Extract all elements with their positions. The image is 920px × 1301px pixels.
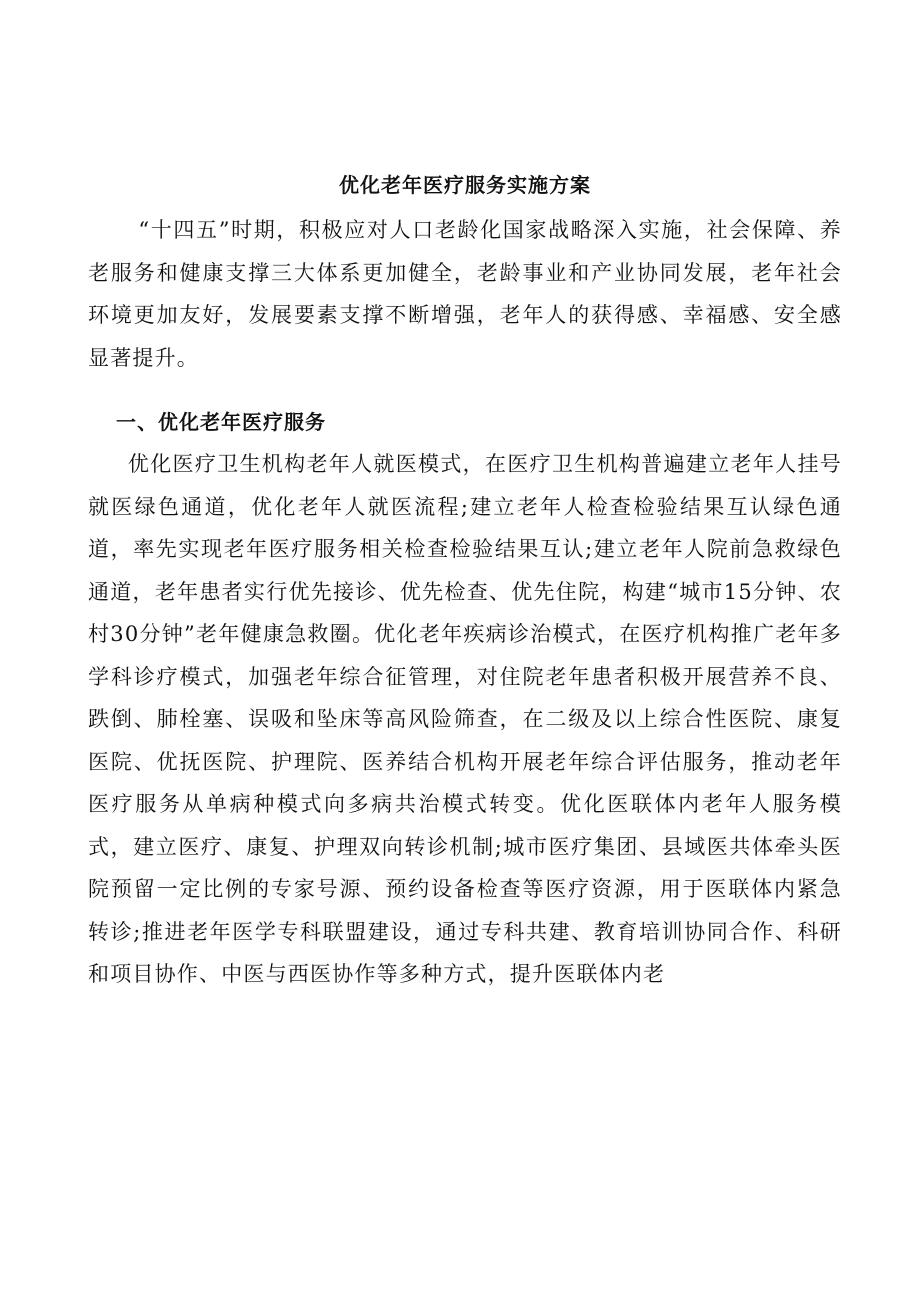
section-heading: 一、优化老年医疗服务 [116, 410, 326, 434]
document-page [88, 165, 842, 996]
section-body-paragraph: 优化医疗卫生机构老年人就医模式，在医疗卫生机构普遍建立老年人挂号就医绿色通道，优化老年人就医流程;建立老年人检查检验结果互认绿色通道，率先实现老年医疗服务相关检查检验结果互认;建立老年人院前急救绿色通道，老年患者实行优先接诊、优先检查、优先住院，构建“城市15分钟、农村30分钟”老年健康急救圈。优化老年疾病诊治模式，在医疗机构推广老年多学科诊疗模式，加强老年综合征管理，对住院老年患者积极开展营养不良、跌倒、肺栓塞、误吸和坠床等高风险筛查，在二级及以上综合性医院、康复医院、优抚医院、护理院、医养结合机构开展老年综合评估服务，推动老年医疗服务从单病种模式向多病共治模式转变。优化医联体内老年人服务模式，建立医疗、康复、护理双向转诊机制;城市医疗集团、县域医共体牵头医院预留一定比例的专家号源、预约设备检查等医疗资源，用于医联体内紧急转诊;推进老年医学专科联盟建设，通过专科共建、教育培训协同合作、科研和项目协作、中医与西医协作等多种方式，提升医联体内老 [88, 452, 842, 986]
intro-paragraph: “十四五”时期，积极应对人口老龄化国家战略深入实施，社会保障、养老服务和健康支撑三大体系更加健全，老龄事业和产业协同发展，老年社会环境更加友好，发展要素支撑不断增强，老年人的获得感、幸福感、安全感显著提升。 [88, 218, 842, 370]
document-title: 优化老年医疗服务实施方案 [339, 173, 591, 197]
